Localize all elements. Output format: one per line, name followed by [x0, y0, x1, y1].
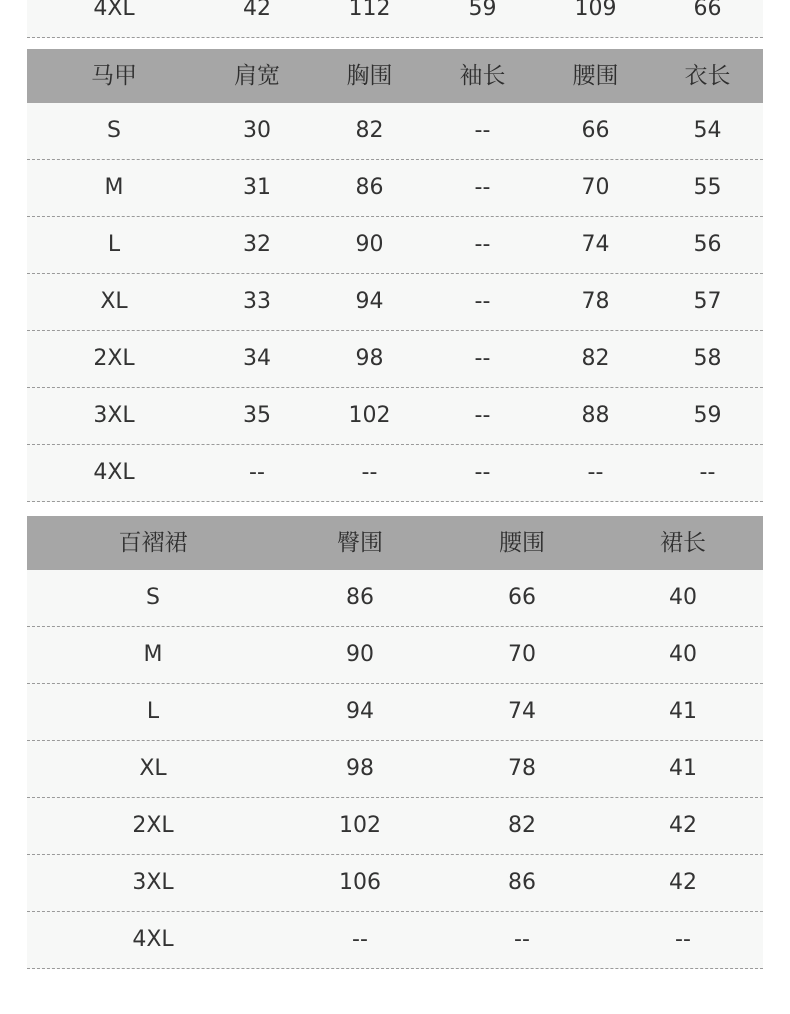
size-cell: L: [146, 699, 160, 724]
value-cell: 82: [355, 118, 384, 143]
value-cell: 90: [346, 642, 374, 667]
table-row: [27, 741, 763, 798]
value-cell: --: [474, 346, 491, 371]
value-cell: 74: [508, 699, 536, 724]
table-row: [27, 274, 763, 331]
header-cell: 胸围: [346, 62, 393, 89]
size-cell: 2XL: [93, 346, 135, 371]
table-row: [27, 160, 763, 217]
value-cell: 42: [243, 0, 271, 21]
size-cell: S: [107, 118, 121, 143]
value-cell: 88: [581, 403, 610, 428]
size-cell: XL: [139, 756, 167, 781]
table-row: [27, 103, 763, 160]
value-cell: --: [474, 232, 491, 257]
value-cell: 40: [669, 642, 697, 667]
header-cell: 衣长: [684, 62, 731, 89]
value-cell: 32: [243, 232, 271, 257]
table-header: [27, 49, 763, 103]
value-cell: 41: [669, 699, 697, 724]
value-cell: 57: [693, 289, 722, 314]
table-row: [27, 570, 763, 627]
value-cell: --: [249, 460, 265, 485]
value-cell: 59: [468, 0, 497, 21]
value-cell: 86: [355, 175, 384, 200]
table-row: [27, 684, 763, 741]
value-cell: --: [474, 460, 491, 485]
value-cell: 98: [346, 756, 374, 781]
value-cell: 30: [243, 118, 271, 143]
value-cell: 70: [581, 175, 610, 200]
table-row: [27, 388, 763, 445]
size-cell: XL: [100, 289, 128, 314]
value-cell: 112: [348, 0, 391, 21]
value-cell: 41: [669, 756, 697, 781]
value-cell: 86: [508, 870, 536, 895]
value-cell: 82: [508, 813, 536, 838]
value-cell: 55: [693, 175, 722, 200]
table-row: [27, 0, 763, 38]
value-cell: --: [675, 927, 691, 952]
value-cell: 94: [355, 289, 384, 314]
table-row: [27, 331, 763, 388]
value-cell: 109: [574, 0, 617, 21]
header-cell: 腰围: [572, 62, 619, 89]
size-cell: M: [143, 642, 163, 667]
value-cell: 42: [669, 870, 697, 895]
value-cell: 35: [243, 403, 271, 428]
value-cell: 90: [355, 232, 384, 257]
size-cell: 4XL: [93, 460, 135, 485]
table-header: [27, 516, 763, 570]
value-cell: 82: [581, 346, 610, 371]
value-cell: 78: [508, 756, 536, 781]
value-cell: 40: [669, 585, 697, 610]
value-cell: 102: [348, 403, 391, 428]
value-cell: 33: [243, 289, 271, 314]
size-cell: L: [107, 232, 121, 257]
value-cell: --: [587, 460, 604, 485]
header-cell: 臀围: [337, 529, 383, 556]
value-cell: 66: [693, 0, 722, 21]
table-row: [27, 912, 763, 969]
value-cell: 106: [339, 870, 381, 895]
value-cell: 56: [693, 232, 722, 257]
size-cell: 4XL: [132, 927, 174, 952]
value-cell: --: [474, 118, 491, 143]
header-cell: 袖长: [459, 62, 506, 89]
table-row: [27, 627, 763, 684]
value-cell: 66: [581, 118, 610, 143]
value-cell: 31: [243, 175, 271, 200]
table-row: [27, 217, 763, 274]
value-cell: --: [352, 927, 368, 952]
value-cell: 54: [693, 118, 722, 143]
value-cell: --: [474, 289, 491, 314]
value-cell: --: [474, 403, 491, 428]
skirt-size-table: [27, 516, 763, 969]
value-cell: --: [474, 175, 491, 200]
size-cell: M: [104, 175, 124, 200]
jacket-size-table-partial: [27, 0, 763, 38]
value-cell: --: [361, 460, 378, 485]
value-cell: 59: [693, 403, 722, 428]
value-cell: 94: [346, 699, 374, 724]
size-cell: 2XL: [132, 813, 174, 838]
header-cell: 肩宽: [234, 62, 280, 89]
value-cell: --: [699, 460, 716, 485]
value-cell: --: [514, 927, 530, 952]
table-row: [27, 445, 763, 502]
value-cell: 58: [693, 346, 722, 371]
value-cell: 74: [581, 232, 610, 257]
value-cell: 42: [669, 813, 697, 838]
size-cell: S: [146, 585, 160, 610]
table-row: [27, 855, 763, 912]
header-cell: 马甲: [91, 62, 137, 89]
value-cell: 34: [243, 346, 271, 371]
value-cell: 70: [508, 642, 536, 667]
header-cell: 百褶裙: [118, 529, 188, 556]
value-cell: 98: [355, 346, 384, 371]
value-cell: 78: [581, 289, 610, 314]
size-cell: 3XL: [132, 870, 174, 895]
vest-size-table: [27, 49, 763, 502]
header-cell: 裙长: [660, 529, 706, 556]
size-cell: 3XL: [93, 403, 135, 428]
table-row: [27, 798, 763, 855]
size-cell: 4XL: [93, 0, 135, 21]
value-cell: 102: [339, 813, 381, 838]
value-cell: 66: [508, 585, 536, 610]
header-cell: 腰围: [499, 529, 545, 556]
value-cell: 86: [346, 585, 374, 610]
